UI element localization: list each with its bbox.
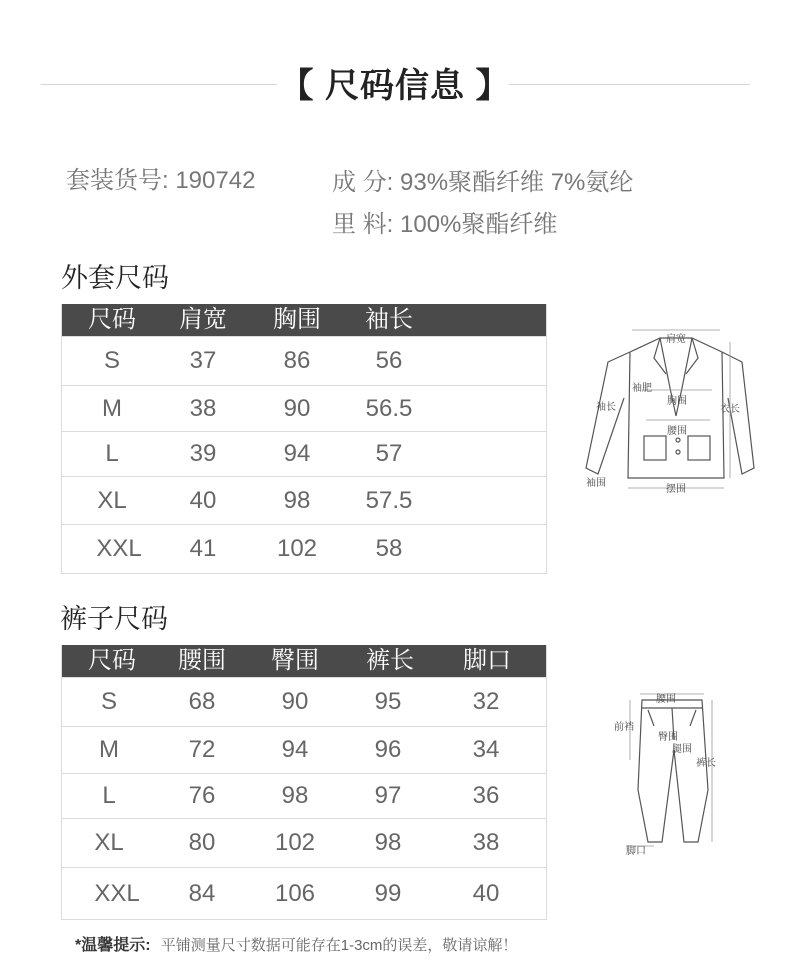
jacket-sleeve-cell: 58 [375,535,403,562]
jacket-size-cell: M [102,394,122,422]
pants-section-title: 裤子尺码 [60,604,168,634]
table-row [62,773,546,818]
pants-header-leg-opening: 脚口 [463,647,511,674]
jacket-header-sleeve: 袖长 [365,306,413,333]
jacket-chest-cell: 94 [283,440,311,467]
label-front-rise: 前裆 [614,722,634,733]
label-leg-opening: 脚口 [626,846,646,857]
pants-hip-cell: 102 [274,829,316,856]
jacket-chest-cell: 102 [276,535,318,562]
jacket-size-cell: XL [97,486,127,514]
jacket-table-header [62,304,546,336]
pants-length-cell: 95 [374,688,402,715]
jacket-size-table [61,304,547,574]
jacket-shoulder-cell: 37 [189,347,217,374]
table-row [62,385,546,431]
pants-header-length: 裤长 [366,647,414,674]
jacket-measurement-diagram [582,328,758,500]
jacket-shoulder-cell: 39 [189,440,217,467]
pants-length-cell: 97 [374,782,402,809]
jacket-header-size: 尺码 [88,306,136,333]
pants-size-cell: XXL [94,879,140,907]
pants-size-cell: M [99,736,119,763]
jacket-shoulder-cell: 41 [189,535,217,562]
label-hem: 摆围 [666,484,686,495]
table-row [62,726,546,773]
pants-length-cell: 99 [374,879,402,907]
item-number: 套装货号: 190742 [66,167,256,194]
pants-header-hip: 臀围 [271,647,319,674]
jacket-shoulder-cell: 40 [189,486,217,514]
label-pants-length: 裤长 [696,758,716,769]
table-row [62,524,546,573]
jacket-left-sleeve [586,352,630,474]
pants-length-cell: 96 [374,736,402,763]
lining: 里 料: 100%聚酯纤维 [332,211,558,238]
label-waist: 腰围 [667,426,687,437]
jacket-sleeve-cell: 57.5 [365,486,413,514]
label-cuff: 袖围 [586,478,606,489]
table-row [62,677,546,726]
label-coat-length: 衣长 [720,404,740,415]
jacket-header-shoulder: 肩宽 [179,306,227,333]
pants-length-cell: 98 [374,829,402,856]
jacket-chest-cell: 86 [283,347,311,374]
composition: 成 分: 93%聚酯纤维 7%氨纶 [332,169,634,196]
jacket-shoulder-cell: 38 [189,394,217,422]
jacket-sleeve-cell: 57 [375,440,403,467]
pants-table-header [62,645,546,677]
jacket-sleeve-cell: 56.5 [365,394,413,422]
pants-size-cell: S [100,688,118,715]
jacket-size-cell: S [103,347,121,374]
label-shoulder: 肩宽 [666,334,686,345]
footnote [75,932,517,955]
footnote-text: 平铺测量尺寸数据可能存在1-3cm的误差，敬请谅解！ [160,937,518,954]
pants-leg-opening-cell: 32 [472,688,500,715]
label-sleeve-width: 袖肥 [632,383,652,394]
pants-waist-cell: 68 [188,688,216,715]
pants-hip-cell: 90 [281,688,309,715]
jacket-chest-cell: 98 [283,486,311,514]
page-title: 【 尺码信息 】 [279,67,511,105]
jacket-size-cell: L [105,440,119,467]
table-row [62,431,546,476]
label-sleeve-length: 袖长 [596,402,616,413]
jacket-chest-cell: 90 [283,394,311,422]
pants-waist-cell: 84 [188,879,216,907]
pants-leg-opening-cell: 36 [472,782,500,809]
table-row [62,867,546,919]
pants-hip-cell: 98 [281,782,309,809]
pants-hip-cell: 94 [281,736,309,763]
table-row [62,336,546,385]
pants-leg-opening-cell: 34 [472,736,500,763]
label-thigh: 腿围 [672,744,692,755]
pants-waist-cell: 76 [188,782,216,809]
jacket-size-cell: XXL [96,535,142,562]
table-row [62,818,546,867]
label-chest: 胸围 [667,396,687,407]
pants-header-waist: 腰围 [178,647,226,674]
pants-waist-cell: 72 [188,736,216,763]
pants-leg-opening-cell: 40 [472,879,500,907]
pants-size-cell: L [102,782,116,809]
table-row [62,476,546,524]
label-pants-waist: 腰围 [656,694,676,705]
pants-size-cell: XL [94,829,124,856]
pants-leg-opening-cell: 38 [472,829,500,856]
jacket-sleeve-cell: 56 [375,347,403,374]
jacket-header-chest: 胸围 [273,306,321,333]
pants-measurement-diagram [610,690,722,858]
footnote-lead: *温馨提示: [75,937,151,954]
pants-header-size: 尺码 [88,647,136,674]
pants-hip-cell: 106 [274,879,316,907]
label-hip: 臀围 [658,732,678,743]
pants-waist-cell: 80 [188,829,216,856]
jacket-section-title: 外套尺码 [61,263,169,293]
pants-size-table [61,645,547,920]
